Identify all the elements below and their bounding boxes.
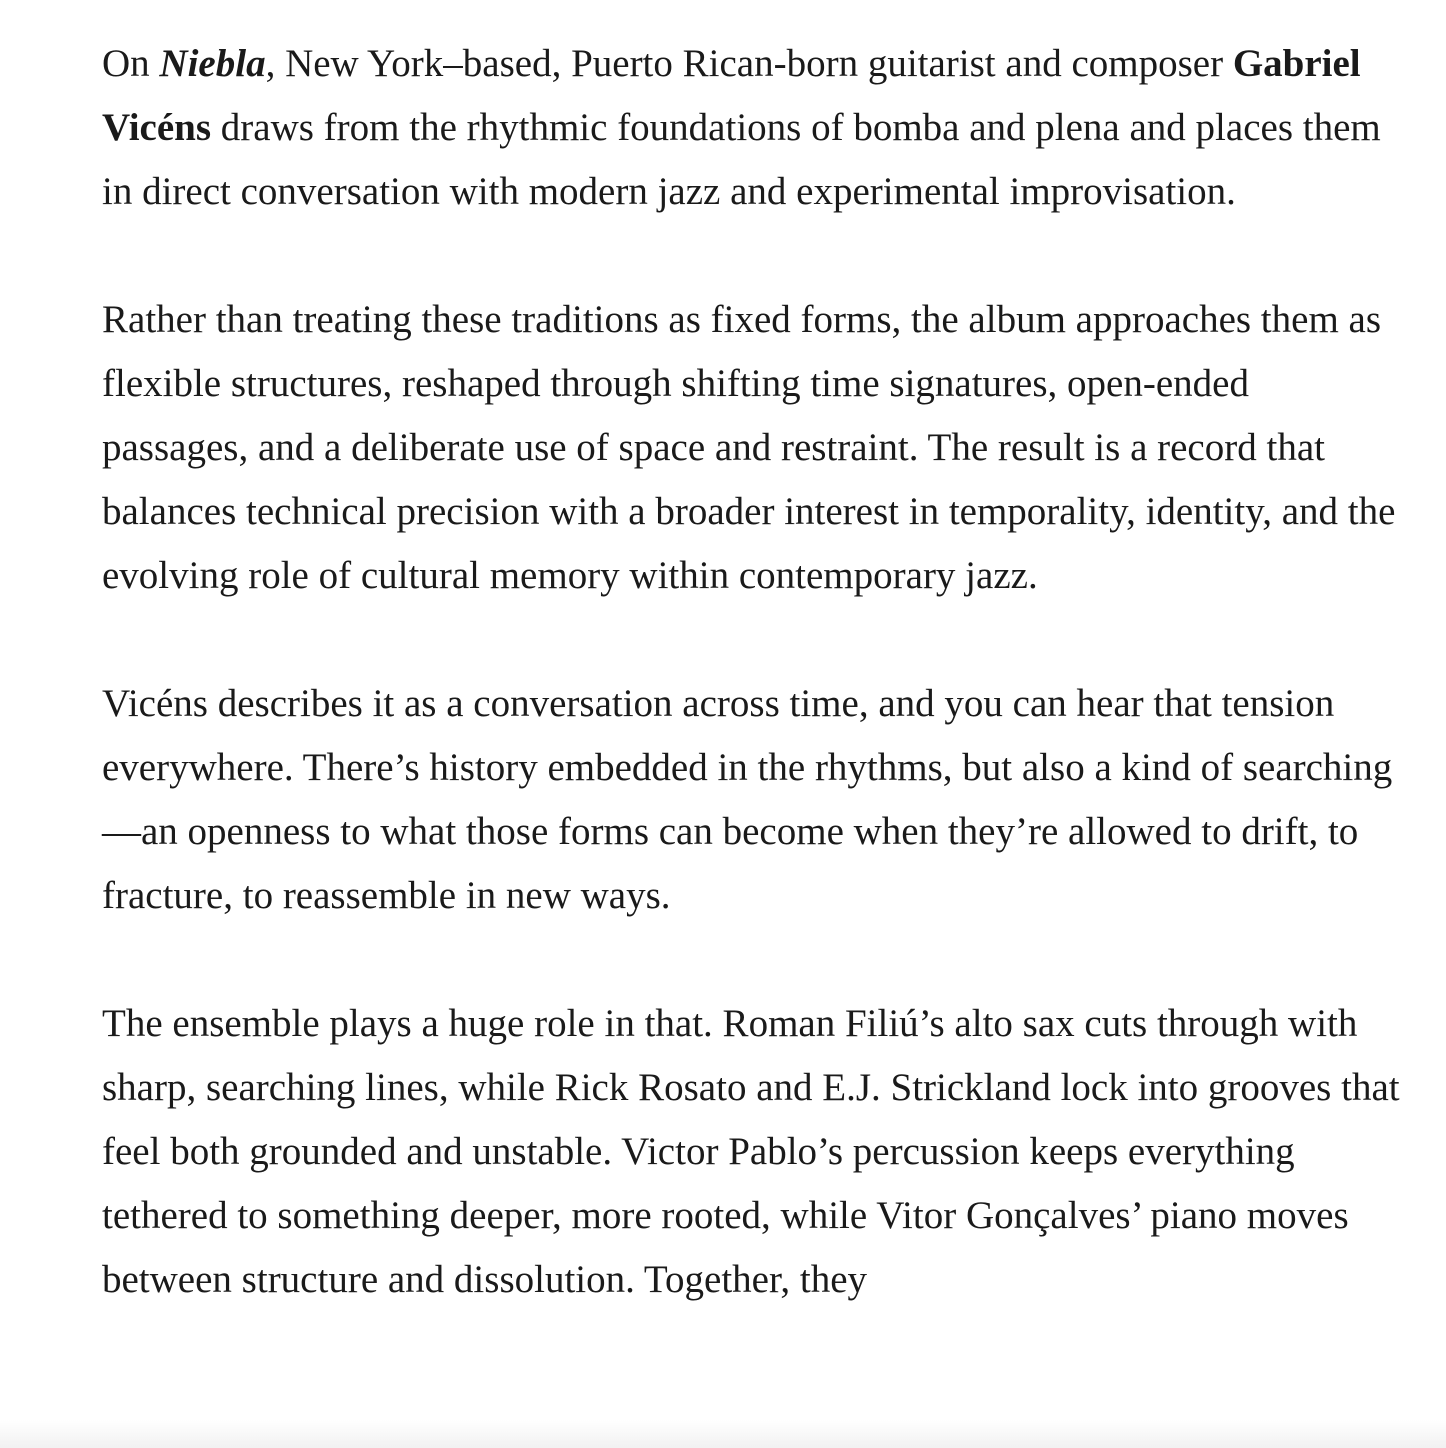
paragraph-conversation: Vicéns describes it as a conversation across time, and you can hear that tension everywhere. There’s history embedded in the rhythms, but also a kind of searching—an openness to what those forms can become when they’re allowed to drift, to fracture, to reassemble in new ways. [102,682,1393,917]
article-body [102,32,1402,1376]
intro-mid: , New York–based, Puerto Rican-born guitarist and composer [265,42,1233,85]
artist-name: Gabriel Vicéns [102,42,1361,149]
intro-lead: On [102,42,160,85]
paragraph-ensemble: The ensemble plays a huge role in that. Roman Filiú’s alto sax cuts through with sharp, searching lines, while Rick Rosato and E.J. Strickland lock into grooves that feel both grounded and unstable. Victor Pablo’s percussion keeps everything tethered to something deeper, more rooted, while Vitor Gonçalves’ piano moves between structure and dissolution. Together, they [102,1002,1400,1301]
paragraph-traditions: Rather than treating these traditions as fixed forms, the album approaches them as flexible structures, reshaped through shifting time signatures, open-ended passages, and a deliberate use of space and restraint. The result is a record that balances technical precision with a broader interest in temporality, identity, and the evolving role of cultural memory within contemporary jazz. [102,298,1396,597]
intro-rest: draws from the rhythmic foundations of bomba and plena and places them in direct conversation with modern jazz and experimental improvisation. [102,106,1381,213]
album-title: Niebla [159,42,266,85]
paragraph-intro [102,32,1402,224]
bottom-fade [0,1420,1446,1448]
